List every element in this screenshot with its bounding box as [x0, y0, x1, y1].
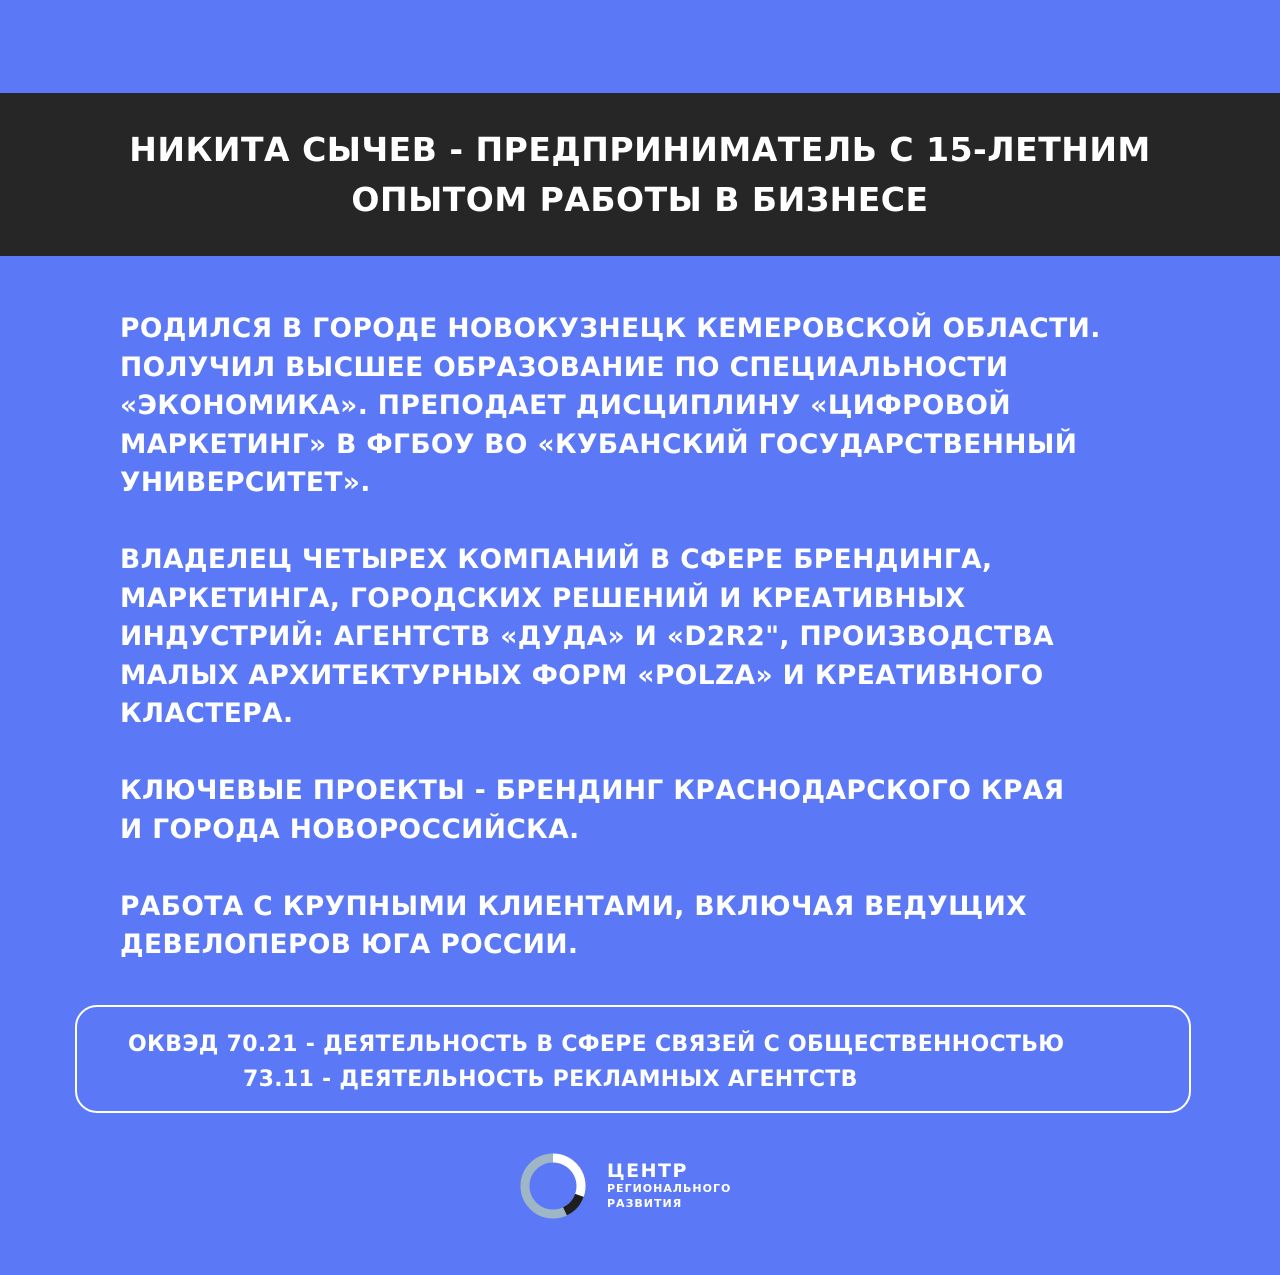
logo-text	[607, 1161, 731, 1211]
bio-text	[120, 310, 1180, 1003]
bio-paragraph-clients: РАБОТА С КРУПНЫМИ КЛИЕНТАМИ, ВКЛЮЧАЯ ВЕДУЩИХ ДЕВЕЛОПЕРОВ ЮГА РОССИИ.	[120, 890, 1028, 960]
okved-line-73-11: 73.11 - ДЕЯТЕЛЬНОСТЬ РЕКЛАМНЫХ АГЕНТСТВ	[243, 1067, 858, 1092]
bio-paragraph-companies: ВЛАДЕЛЕЦ ЧЕТЫРЕХ КОМПАНИЙ В СФЕРЕ БРЕНДИНГА, МАРКЕТИНГА, ГОРОДСКИХ РЕШЕНИЙ И КРЕАТИВНЫХ ИНДУСТРИЙ: АГЕНТСТВ «ДУДА» И «D2R2", ПРОИЗВОДСТВА МАЛЫХ АРХИТЕКТУРНЫХ ФОРМ «POLZA» И КРЕАТИВНОГО КЛАСТЕРА.	[120, 544, 1055, 729]
page-title: НИКИТА СЫЧЕВ - ПРЕДПРИНИМАТЕЛЬ С 15-ЛЕТНИМ ОПЫТОМ РАБОТЫ В БИЗНЕСЕ	[129, 129, 1151, 219]
logo-subtitle-line1: РЕГИОНАЛЬНОГО	[607, 1182, 732, 1195]
ring-logo-icon	[518, 1151, 588, 1221]
logo-subtitle-line2: РАЗВИТИЯ	[607, 1197, 683, 1210]
bio-paragraph-key-projects: КЛЮЧЕВЫЕ ПРОЕКТЫ - БРЕНДИНГ КРАСНОДАРСКОГО КРАЯ И ГОРОДА НОВОРОССИЙСКА.	[120, 775, 1065, 845]
header-band	[0, 93, 1280, 256]
okved-box	[75, 1005, 1191, 1113]
bio-paragraph-birth-education: РОДИЛСЯ В ГОРОДЕ НОВОКУЗНЕЦК КЕМЕРОВСКОЙ ОБЛАСТИ. ПОЛУЧИЛ ВЫСШЕЕ ОБРАЗОВАНИЕ ПО СПЕЦИАЛЬНОСТИ «ЭКОНОМИКА». ПРЕПОДАЕТ ДИСЦИПЛИНУ «ЦИФРОВОЙ МАРКЕТИНГ» В ФГБОУ ВО «КУБАНСКИЙ ГОСУДАРСТВЕННЫЙ УНИВЕРСИТЕТ».	[120, 313, 1101, 498]
logo-name: ЦЕНТР	[607, 1160, 688, 1182]
okved-line-70-21: ОКВЭД 70.21 - ДЕЯТЕЛЬНОСТЬ В СФЕРЕ СВЯЗЕЙ С ОБЩЕСТВЕННОСТЬЮ	[128, 1032, 1065, 1057]
center-regional-development-logo	[518, 1151, 731, 1221]
